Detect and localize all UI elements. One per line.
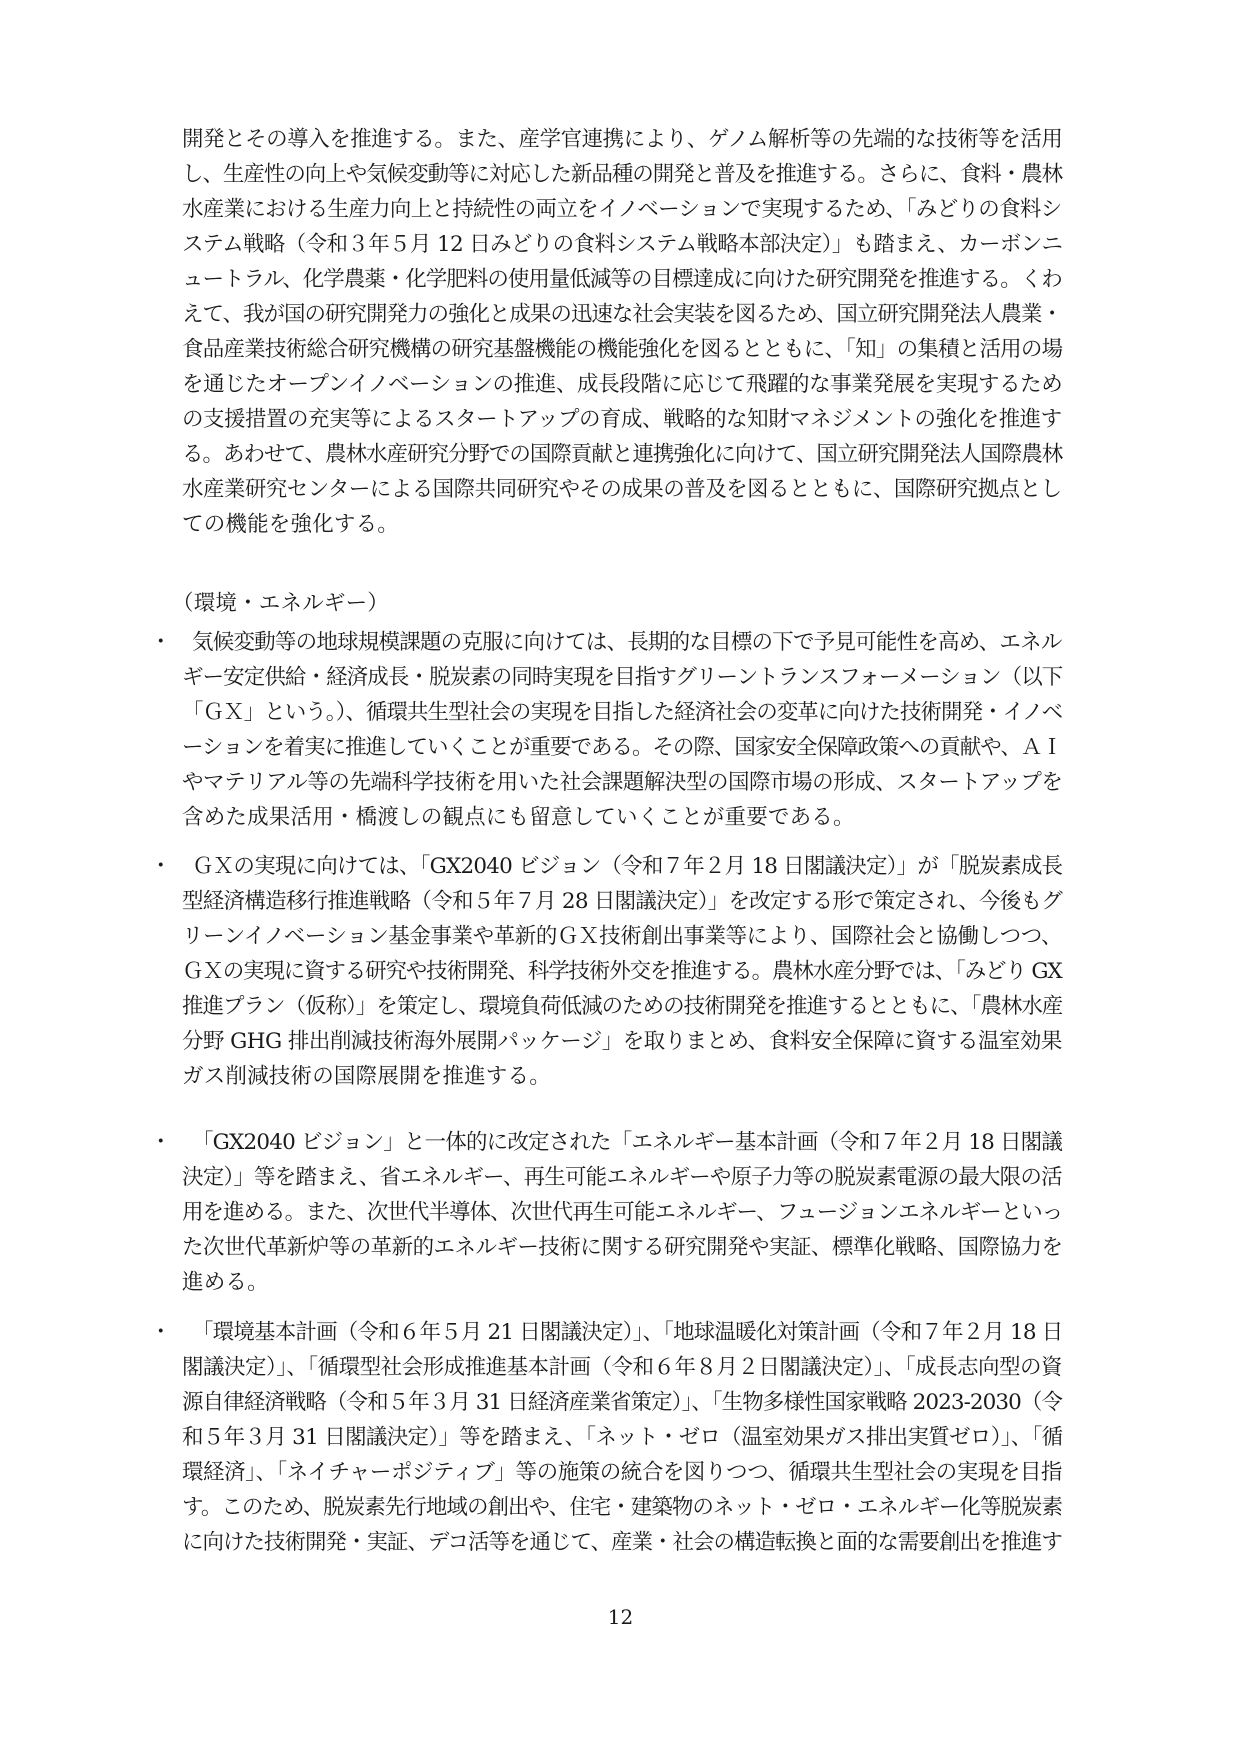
- bullet-marker: ・: [150, 1320, 172, 1345]
- page-number: 12: [607, 1605, 634, 1629]
- bullet-line: 決定）」等を踏まえ、省エネルギー、再生可能エネルギーや原子力等の脱炭素電源の最大限の活: [182, 1165, 1062, 1190]
- intro-line: えて、我が国の研究開発力の強化と成果の迅速な社会実装を図るため、国立研究開発法人農業・: [182, 302, 1062, 327]
- bullet-line: に向けた技術開発・実証、デコ活等を通じて、産業・社会の構造転換と面的な需要創出を推進す: [182, 1530, 1062, 1555]
- intro-line: ての機能を強化する。: [182, 512, 400, 537]
- bullet-line: 分野 GHG 排出削減技術海外展開パッケージ」を取りまとめ、食料安全保障に資する温室効果: [182, 1029, 1062, 1054]
- bullet-line: ーションを着実に推進していくことが重要である。その際、国家安全保障政策への貢献や、ＡＩ: [182, 735, 1062, 760]
- intro-line: 開発とその導入を推進する。また、産学官連携により、ゲノム解析等の先端的な技術等を活用: [182, 127, 1063, 152]
- bullet-line: 閣議決定）」、「循環型社会形成推進基本計画（令和６年８月２日閣議決定）」、「成長志向型の資: [182, 1355, 1063, 1380]
- bullet-line: ガス削減技術の国際展開を推進する。: [182, 1064, 551, 1089]
- bullet-line: 和５年３月 31 日閣議決定）」等を踏まえ、「ネット・ゼロ（温室効果ガス排出実質ゼロ）」、「循: [182, 1425, 1063, 1450]
- intro-line: る。あわせて、農林水産研究分野での国際貢献と連携強化に向けて、国立研究開発法人国際農林: [182, 442, 1063, 467]
- intro-line: ステム戦略（令和３年５月 12 日みどりの食料システム戦略本部決定）」も踏まえ、カーボンニ: [182, 232, 1063, 257]
- bullet-line: ギー安定供給・経済成長・脱炭素の同時実現を目指すグリーントランスフォーメーション（以下: [182, 665, 1063, 690]
- bullet-line: 型経済構造移行推進戦略（令和５年７月 28 日閣議決定）」を改定する形で策定され、今後もグ: [182, 889, 1063, 914]
- bullet-line: リーンイノベーション基金事業や革新的ＧＸ技術創出事業等により、国際社会と協働しつつ、: [182, 924, 1063, 949]
- intro-line: 食品産業技術総合研究機構の研究基盤機能の機能強化を図るとともに、「知」の集積と活用の場: [182, 337, 1063, 362]
- bullet-line: 含めた成果活用・橋渡しの観点にも留意していくことが重要である。: [182, 805, 855, 830]
- bullet-line: 気候変動等の地球規模課題の克服に向けては、長期的な目標の下で予見可能性を高め、エネル: [192, 630, 1062, 655]
- intro-line: 水産業研究センターによる国際共同研究やその成果の普及を図るとともに、国際研究拠点とし: [182, 477, 1062, 502]
- bullet-line: ＧＸの実現に資する研究や技術開発、科学技術外交を推進する。農林水産分野では、「みどり GX: [182, 959, 1062, 984]
- bullet-line: ＧＸの実現に向けては、「GX2040 ビジョン（令和７年２月 18 日閣議決定）」が「脱炭素成長: [192, 854, 1063, 879]
- intro-line: 水産業における生産力向上と持続性の両立をイノベーションで実現するため、「みどりの食料シ: [182, 197, 1062, 222]
- section-heading: （環境・エネルギー）: [172, 591, 390, 616]
- bullet-line: 推進プラン（仮称）」を策定し、環境負荷低減のための技術開発を推進するとともに、「農林水産: [182, 994, 1063, 1019]
- bullet-marker: ・: [150, 630, 172, 655]
- bullet-line: 環経済」、「ネイチャーポジティブ」等の施策の統合を図りつつ、循環共生型社会の実現を目指: [182, 1460, 1062, 1485]
- bullet-line: 「ＧＸ」という。）、循環共生型社会の実現を目指した経済社会の変革に向けた技術開発・イノベ: [182, 700, 1063, 725]
- bullet-marker: ・: [150, 1130, 172, 1155]
- intro-line: ュートラル、化学農薬・化学肥料の使用量低減等の目標達成に向けた研究開発を推進する。くわ: [182, 267, 1062, 292]
- bullet-line: た次世代革新炉等の革新的エネルギー技術に関する研究開発や実証、標準化戦略、国際協力を: [182, 1235, 1063, 1260]
- intro-line: し、生産性の向上や気候変動等に対応した新品種の開発と普及を推進する。さらに、食料・農林: [182, 162, 1063, 187]
- bullet-line: やマテリアル等の先端科学技術を用いた社会課題解決型の国際市場の形成、スタートアップを: [182, 770, 1063, 795]
- bullet-marker: ・: [150, 854, 172, 879]
- intro-line: を通じたオープンイノベーションの推進、成長段階に応じて飛躍的な事業発展を実現するため: [182, 372, 1063, 397]
- bullet-line: 源自律経済戦略（令和５年３月 31 日経済産業省策定）」、「生物多様性国家戦略 2023-2030（令: [182, 1390, 1063, 1415]
- bullet-line: す。このため、脱炭素先行地域の創出や、住宅・建築物のネット・ゼロ・エネルギー化等脱炭素: [182, 1495, 1063, 1520]
- bullet-line: 進める。: [182, 1270, 269, 1295]
- bullet-line: 「GX2040 ビジョン」と一体的に改定された「エネルギー基本計画（令和７年２月 18 日閣議: [192, 1130, 1063, 1155]
- bullet-line: 用を進める。また、次世代半導体、次世代再生可能エネルギー、フュージョンエネルギーといっ: [182, 1200, 1063, 1225]
- intro-line: の支援措置の充実等によるスタートアップの育成、戦略的な知財マネジメントの強化を推進す: [182, 407, 1062, 432]
- bullet-line: 「環境基本計画（令和６年５月 21 日閣議決定）」、「地球温暖化対策計画（令和７年２月 18 日: [192, 1320, 1063, 1345]
